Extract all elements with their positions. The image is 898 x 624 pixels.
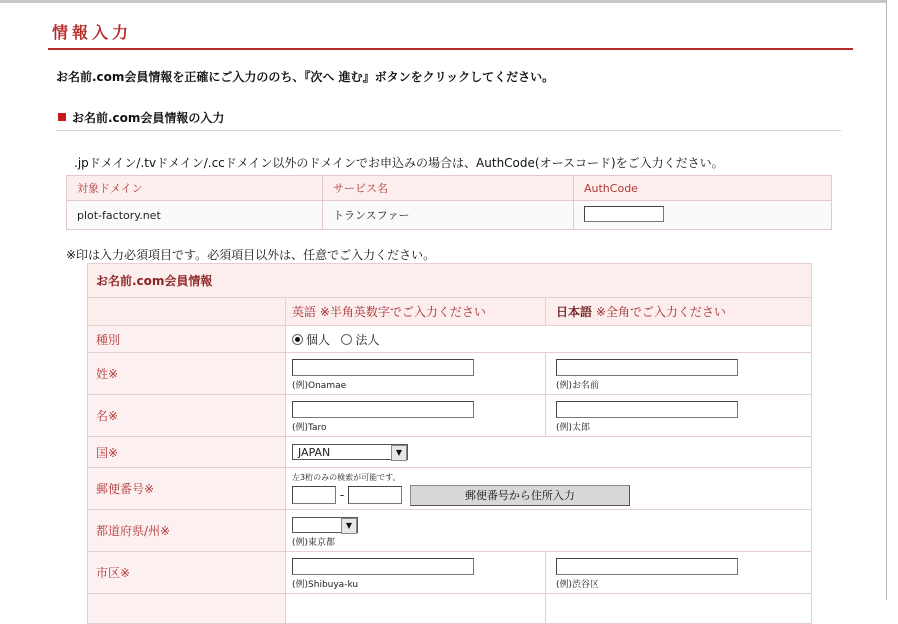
first-name-jp-example: (例)太郎: [556, 423, 591, 433]
authcode-table: [66, 175, 832, 230]
form-row-last-name: [88, 353, 812, 395]
first-name-en-input[interactable]: [292, 401, 474, 418]
header-target-domain: 対象ドメイン: [67, 176, 323, 201]
japanese-column-label: [556, 305, 726, 319]
prefecture-cell: [286, 510, 812, 552]
country-value: JAPAN: [298, 446, 331, 459]
postal-code-part1-input[interactable]: [292, 486, 336, 504]
column-header-japanese: [546, 298, 812, 326]
prefecture-select[interactable]: [292, 517, 358, 533]
country-cell: [286, 437, 812, 468]
radio-corporate-label: 法人: [355, 332, 380, 347]
postal-cell: [286, 468, 812, 510]
title-underline: [48, 48, 853, 50]
first-name-en-cell: [286, 395, 546, 437]
type-options: [286, 326, 812, 353]
window-top-border: [0, 0, 898, 3]
form-row-postal: [88, 468, 812, 510]
japanese-column-note: ※全角でご入力ください: [592, 305, 726, 319]
next-row-jp-cell: [546, 594, 812, 624]
form-row-first-name: [88, 395, 812, 437]
type-label: 種別: [88, 326, 286, 353]
section-divider: [56, 130, 841, 131]
postal-note: 左3桁のみの検索が可能です。: [292, 472, 401, 482]
first-name-label: 名※: [88, 395, 286, 437]
last-name-jp-example: (例)お名前: [556, 381, 600, 391]
column-header-blank: [88, 298, 286, 326]
prefecture-label: 都道府県/州※: [88, 510, 286, 552]
authcode-input[interactable]: [584, 206, 664, 222]
postal-code-part2-input[interactable]: [348, 486, 402, 504]
city-label: 市区※: [88, 552, 286, 594]
member-info-form: [87, 263, 812, 624]
city-jp-example: (例)渋谷区: [556, 580, 600, 590]
next-row-en-cell: [286, 594, 546, 624]
next-row-label: [88, 594, 286, 624]
header-authcode: AuthCode: [574, 176, 832, 201]
city-en-example: (例)Shibuya-ku: [292, 580, 359, 590]
city-jp-input[interactable]: [556, 558, 738, 575]
cell-service: トランスファー: [323, 201, 574, 230]
country-select[interactable]: [292, 444, 408, 460]
last-name-en-input[interactable]: [292, 359, 474, 376]
last-name-label: 姓※: [88, 353, 286, 395]
form-group-header: [88, 264, 812, 298]
page-title: 情報入力: [52, 23, 133, 42]
vertical-scrollbar[interactable]: [886, 0, 898, 600]
column-header-english: [286, 298, 546, 326]
authcode-table-header: [67, 176, 832, 201]
radio-corporate[interactable]: [341, 334, 352, 345]
japanese-column-strong: 日本語: [556, 305, 593, 319]
required-note: ※印は入力必須項目です。必須項目以外は、任意でご入力ください。: [66, 248, 436, 262]
first-name-en-example: (例)Taro: [292, 423, 327, 433]
form-row-type: [88, 326, 812, 353]
table-row: [67, 201, 832, 230]
city-en-cell: [286, 552, 546, 594]
section-title: お名前.com会員情報の入力: [72, 111, 225, 125]
cell-authcode: [574, 201, 832, 230]
prefecture-example: (例)東京都: [292, 537, 336, 548]
postal-separator: -: [339, 487, 345, 502]
last-name-jp-cell: [546, 353, 812, 395]
authcode-note: .jpドメイン/.tvドメイン/.ccドメイン以外のドメインでお申込みの場合は、AuthCode(オースコード)をご入力ください。: [74, 156, 724, 170]
country-label: 国※: [88, 437, 286, 468]
last-name-jp-input[interactable]: [556, 359, 738, 376]
column-header-row: [88, 298, 812, 326]
chevron-down-icon: ▼: [341, 518, 357, 534]
form-row-next: [88, 594, 812, 624]
member-info-table: [87, 263, 812, 624]
group-title: お名前.com会員情報: [88, 264, 812, 298]
form-row-city: [88, 552, 812, 594]
city-jp-cell: [546, 552, 812, 594]
header-service-name: サービス名: [323, 176, 574, 201]
first-name-jp-input[interactable]: [556, 401, 738, 418]
instruction-text: お名前.com会員情報を正確にご入力ののち、『次へ 進む』ボタンをクリックしてください。: [56, 70, 555, 84]
city-en-input[interactable]: [292, 558, 474, 575]
last-name-en-example: (例)Onamae: [292, 381, 347, 391]
english-column-label: 英語 ※半角英数字でご入力ください: [292, 305, 486, 319]
radio-individual[interactable]: [292, 334, 303, 345]
form-row-prefecture: [88, 510, 812, 552]
postal-lookup-button[interactable]: 郵便番号から住所入力: [410, 485, 630, 506]
chevron-down-icon: ▼: [391, 445, 407, 461]
cell-domain: plot-factory.net: [67, 201, 323, 230]
last-name-en-cell: [286, 353, 546, 395]
first-name-jp-cell: [546, 395, 812, 437]
square-bullet-icon: [58, 113, 66, 121]
radio-individual-label: 個人: [306, 332, 331, 347]
form-row-country: [88, 437, 812, 468]
section-heading: [58, 109, 224, 126]
postal-label: 郵便番号※: [88, 468, 286, 510]
